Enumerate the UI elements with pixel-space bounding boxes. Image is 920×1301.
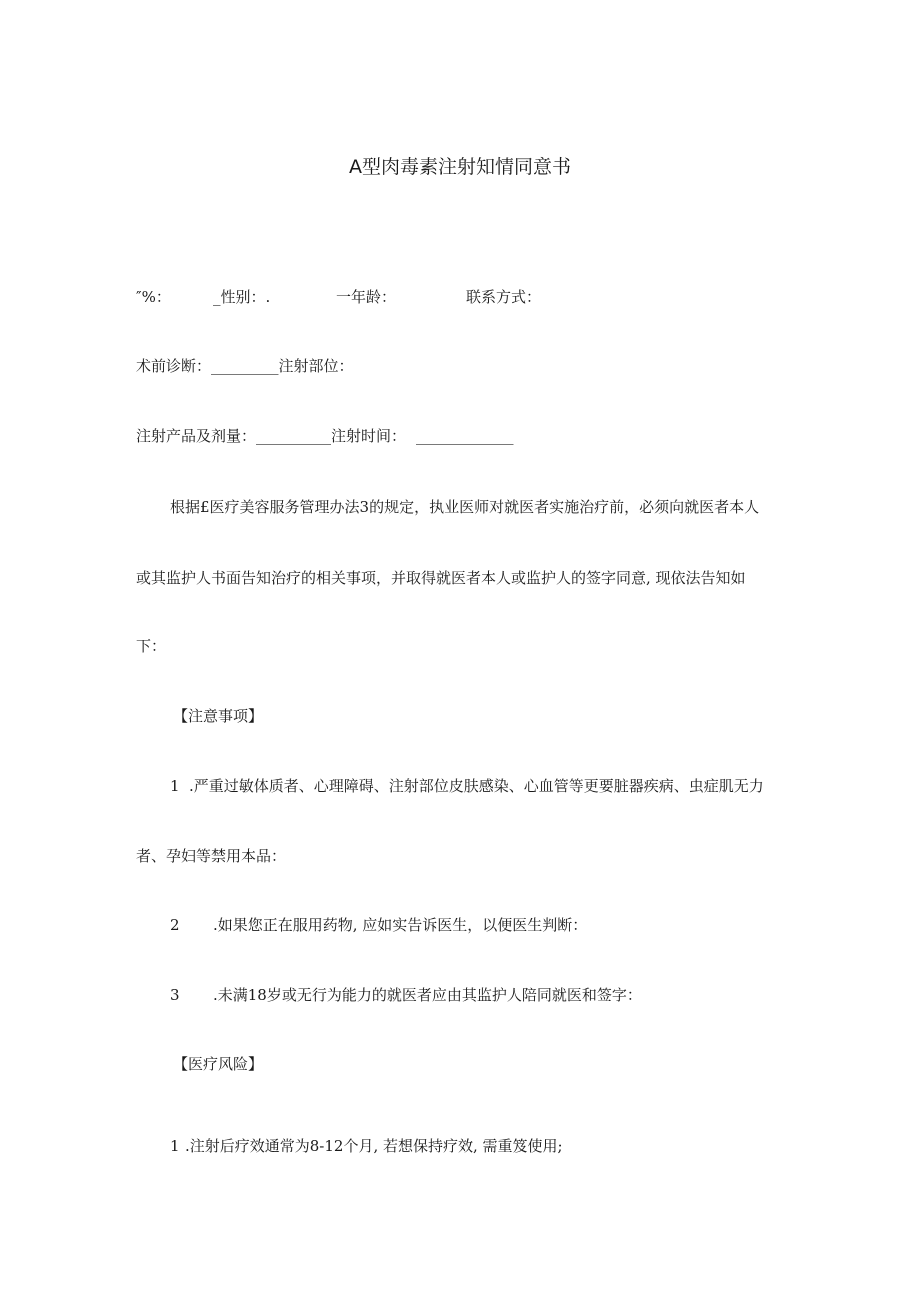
product-dose-field-label: 注射产品及剂量：__________注射时间： xyxy=(136,427,407,445)
name-field-label: ″%： xyxy=(136,288,171,306)
precaution-1-text-cont: 者、孕妇等禁用本品： xyxy=(136,847,287,865)
risk-1-number: 1 xyxy=(170,1137,180,1155)
intro-line-3: 下： xyxy=(136,637,167,655)
intro-line-2: 或其监护人书面告知治疗的相关事项，并取得就医者本人或监护人的签字同意, 现依法告知如 xyxy=(136,569,746,587)
precaution-2-text: .如果您正在服用药物, 应如实告诉医生，以便医生判断： xyxy=(213,916,588,934)
risk-1-text: .注射后疗效通常为8-12个月, 若想保持疗效, 需重笈使用; xyxy=(185,1137,563,1155)
intro-line-1: 根据£医疗美容服务管理办法3的规定，执业医师对就医者实施治疗前，必须向就医者本人 xyxy=(170,498,760,516)
contact-field-label: 联系方式： xyxy=(466,288,542,306)
diagnosis-field-label: 术前诊断：_________注射部位： xyxy=(136,357,354,375)
precaution-1-text: .严重过敏体质者、心理障碍、注射部位皮肤感染、心血管等更要脏器疾病、虫症肌无力 xyxy=(189,777,764,795)
age-field-label: 一年龄： xyxy=(336,288,397,306)
precautions-heading: 【注意事项】 xyxy=(173,707,264,725)
document-title: A型肉毒素注射知情同意书 xyxy=(349,156,571,178)
gender-field-label: _性别：. xyxy=(213,288,271,306)
risks-heading: 【医疗风险】 xyxy=(173,1055,264,1073)
precaution-1-number: 1 xyxy=(170,777,180,795)
precaution-3-text: .未满18岁或无行为能力的就医者应由其监护人陪同就医和签字： xyxy=(213,986,642,1004)
injection-time-blank: _____________ xyxy=(416,427,514,445)
precaution-2-number: 2 xyxy=(170,916,180,934)
precaution-3-number: 3 xyxy=(170,986,180,1004)
